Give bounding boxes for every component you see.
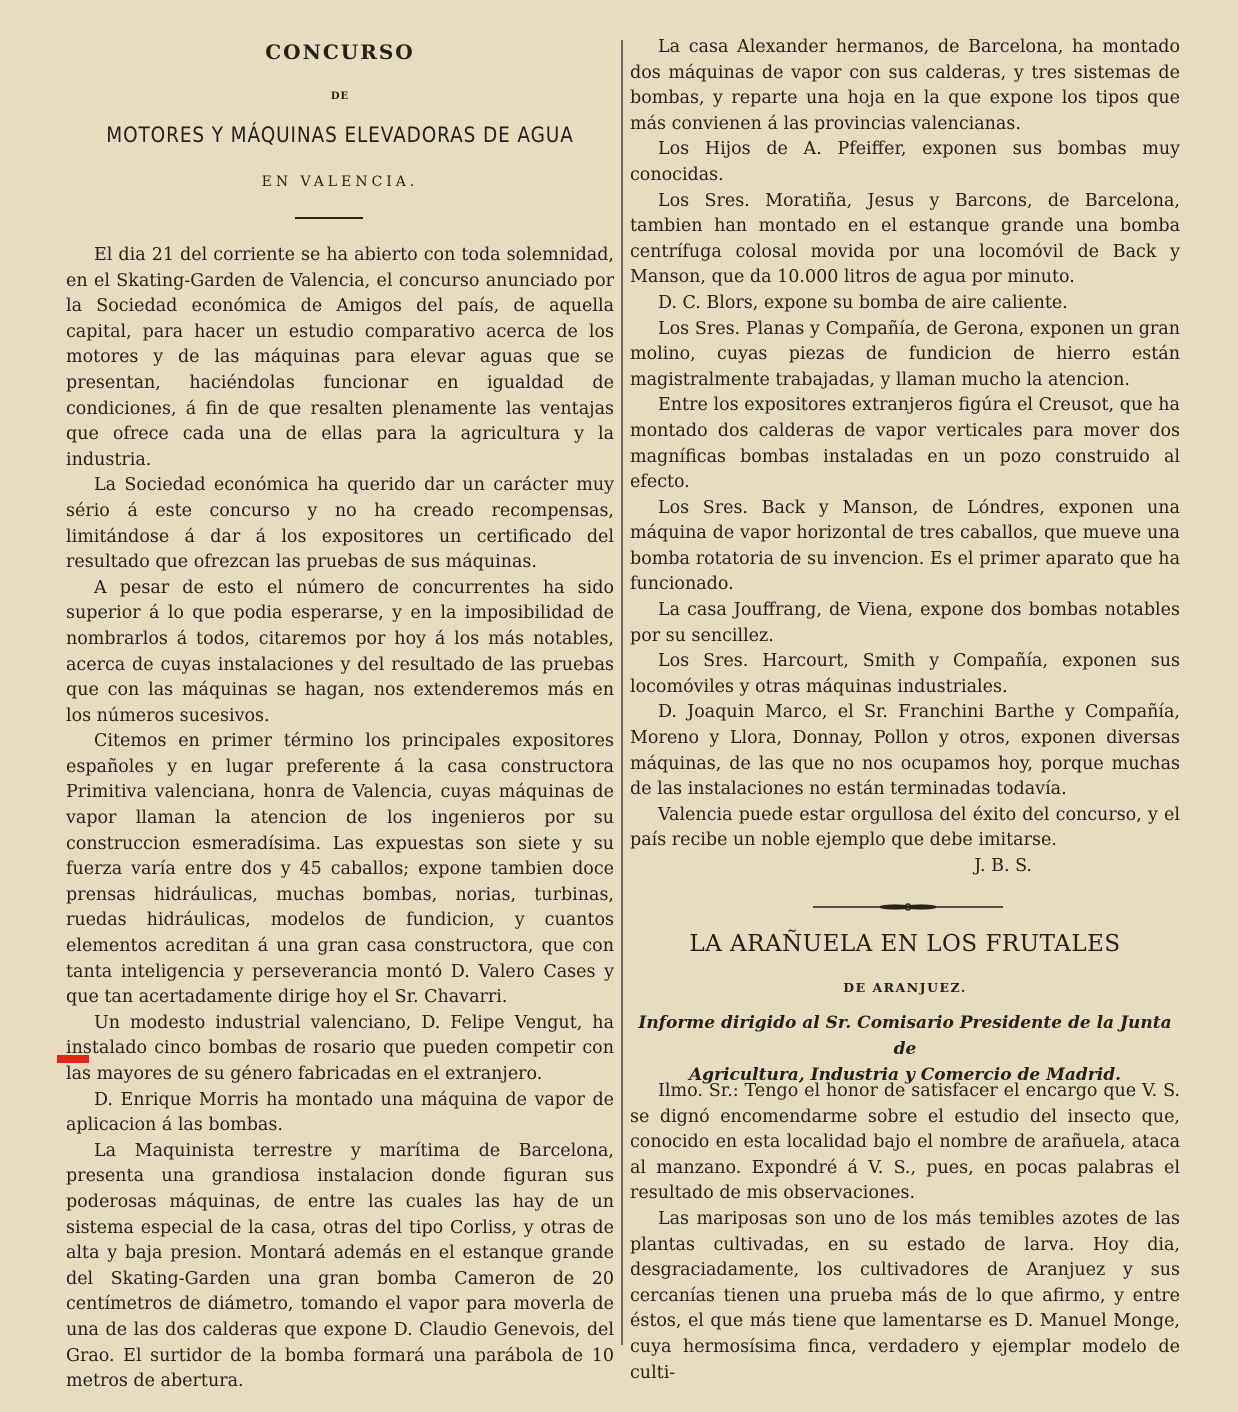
paragraph: Entre los expositores extranjeros figúra el Creusot, que ha montado dos calderas de vapor verticales para mover dos magníficas bombas instaladas en un pozo construido al efecto. — [630, 395, 1180, 493]
article-title-main: MOTORES Y MÁQUINAS ELEVADORAS DE AGUA — [106, 123, 574, 147]
paragraph: Un modesto industrial valenciano, D. Felipe Vengut, ha instalado cinco bombas de rosario que pueden competir con las mayores de su género fabricadas en el extranjero. — [66, 1012, 614, 1084]
title-underline — [295, 217, 363, 219]
article-title-line1: CONCURSO — [265, 40, 415, 64]
paragraph: El dia 21 del corriente se ha abierto con toda solemnidad, en el Skating-Garden de Valencia, el concurso anunciado por la Sociedad económica de Amigos del país, de aquella capital, para hacer un estudio comparativo acerca de los motores y de las máquinas para elevar aguas que se presentan, haciéndolas funcionar en igualdad de condiciones, á fin de que resalten plenamente las ventajas que ofrece cada una de ellas para la agricultura y la industria. — [66, 245, 614, 470]
left-body — [66, 243, 614, 1395]
article2-title-location: DE ARANJUEZ. — [843, 980, 967, 995]
article-title-connector: DE — [330, 91, 350, 102]
paragraph: D. C. Blors, expone su bomba de aire caliente. — [658, 292, 1068, 313]
signature: J. B. S. — [974, 856, 1032, 876]
paragraph: La casa Alexander hermanos, de Barcelona, ha montado dos máquinas de vapor con sus calderas, y tres sistemas de bombas, y reparte una hoja en la que expone los tipos que más convienen á las provincias valencianas. — [630, 37, 1180, 134]
article2-subtitle — [630, 1010, 1180, 1088]
right-body — [630, 35, 1180, 880]
paragraph: Los Sres. Planas y Compañía, de Gerona, exponen un gran molino, cuyas piezas de fundicion de hierro están magistralmente trabajadas, y llaman mucho la atencion. — [630, 318, 1180, 390]
article2-subtitle-line2: Agricultura, Industria y Comercio de Madrid. — [688, 1065, 1122, 1085]
paragraph: La Sociedad económica ha querido dar un carácter muy sério á este concurso y no ha creado recompensas, limitándose á dar á los expositores un certificado del resultado que ofrezcan las pruebas de sus máquinas. — [66, 475, 614, 573]
paragraph: Los Sres. Back y Manson, de Lóndres, exponen una máquina de vapor horizontal de tres caballos, que mueve una bomba rotatoria de su invencion. Es el primer aparato que ha funcionado. — [630, 497, 1180, 595]
article2-subtitle-line1: Informe dirigido al Sr. Comisario Presidente de la Junta de — [638, 1013, 1172, 1059]
column-divider — [621, 40, 623, 1345]
paragraph: D. Joaquin Marco, el Sr. Franchini Barthe y Compañía, Moreno y Llora, Donnay, Pollon y otros, exponen diversas máquinas, de las que no nos ocupamos hoy, porque muchas de las instalaciones no están terminadas todavía. — [630, 702, 1180, 800]
paragraph: La casa Jouffrang, de Viena, expone dos bombas notables por su sencillez. — [630, 600, 1180, 646]
paragraph: Los Sres. Moratiña, Jesus y Barcons, de Barcelona, tambien han montado en el estanque grande una bomba centrífuga colosal movida por una locomóvil de Back y Manson, que da 10.000 litros de agua por minuto. — [630, 190, 1180, 288]
paragraph: Las mariposas son uno de los más temibles azotes de las plantas cultivadas, en su estado de larva. Hoy dia, desgraciadamente, los cultivadores de Aranjuez y sus cercanías tienen una prueba más de lo que afirmo, y entre éstos, el que más tiene que lamentarse es D. Manuel Monge, cuya hermosísima finca, verdadero y ejemplar modelo de culti- — [630, 1208, 1180, 1383]
ornament-divider-icon — [813, 899, 1003, 915]
paragraph: Ilmo. Sr.: Tengo el honor de satisfacer el encargo que V. S. se dignó encomendarme sobre el estudio del insecto que, conocido en esta localidad bajo el nombre de arañuela, ataca al manzano. Expondré á V. S., pues, en pocas palabras el resultado de mis observaciones. — [630, 1081, 1180, 1204]
paragraph: Los Hijos de A. Pfeiffer, exponen sus bombas muy conocidas. — [630, 139, 1180, 185]
article-title-location: EN VALENCIA. — [261, 174, 419, 190]
paragraph: Citemos en primer término los principales expositores españoles y en lugar preferente á la casa constructora Primitiva valenciana, honra de Valencia, cuyas máquinas de vapor llaman la atencion de los ingenieros por su construccion esmeradísima. Las expuestas son siete y su fuerza varía entre dos y 45 caballos; expone tambien doce prensas hidráulicas, muchas bombas, norias, turbinas, ruedas hidráulicas, modelos de fundicion, y cuantos elementos acreditan á una gran casa constructora, que con tanta inteligencia y perseverancia montó D. Valero Cases y que tan acertadamente dirige hoy el Sr. Chavarri. — [66, 731, 614, 1008]
paragraph: Los Sres. Harcourt, Smith y Compañía, exponen sus locomóviles y otras máquinas industriales. — [630, 651, 1180, 697]
paragraph: La Maquinista terrestre y marítima de Barcelona, presenta una grandiosa instalacion donde figuran sus poderosas máquinas, de entre las cuales las hay de un sistema especial de la casa, otras del tipo Corliss, y otras de alta y baja presion. Montará además en el estanque grande del Skating-Garden una gran bomba Cameron de 20 centímetros de diámetro, tomando el vapor para moverla de una de las dos calderas que expone D. Claudio Genevois, del Grao. El surtidor de la bomba formará una parábola de 10 metros de abertura. — [66, 1140, 614, 1392]
article2-title: LA ARAÑUELA EN LOS FRUTALES — [689, 931, 1121, 957]
paragraph: D. Enrique Morris ha montado una máquina de vapor de aplicacion á las bombas. — [66, 1089, 614, 1136]
paragraph: A pesar de esto el número de concurrentes ha sido superior á lo que podia esperarse, y en la imposibilidad de nombrarlos á todos, citaremos por hoy á los más notables, acerca de cuyas instalaciones y del resultado de las pruebas que con las máquinas se hagan, nos extenderemos más en los números sucesivos. — [66, 577, 614, 726]
paragraph: Valencia puede estar orgullosa del éxito del concurso, y el país recibe un noble ejemplo que debe imitarse. — [630, 804, 1180, 851]
article2-body — [630, 1079, 1180, 1386]
